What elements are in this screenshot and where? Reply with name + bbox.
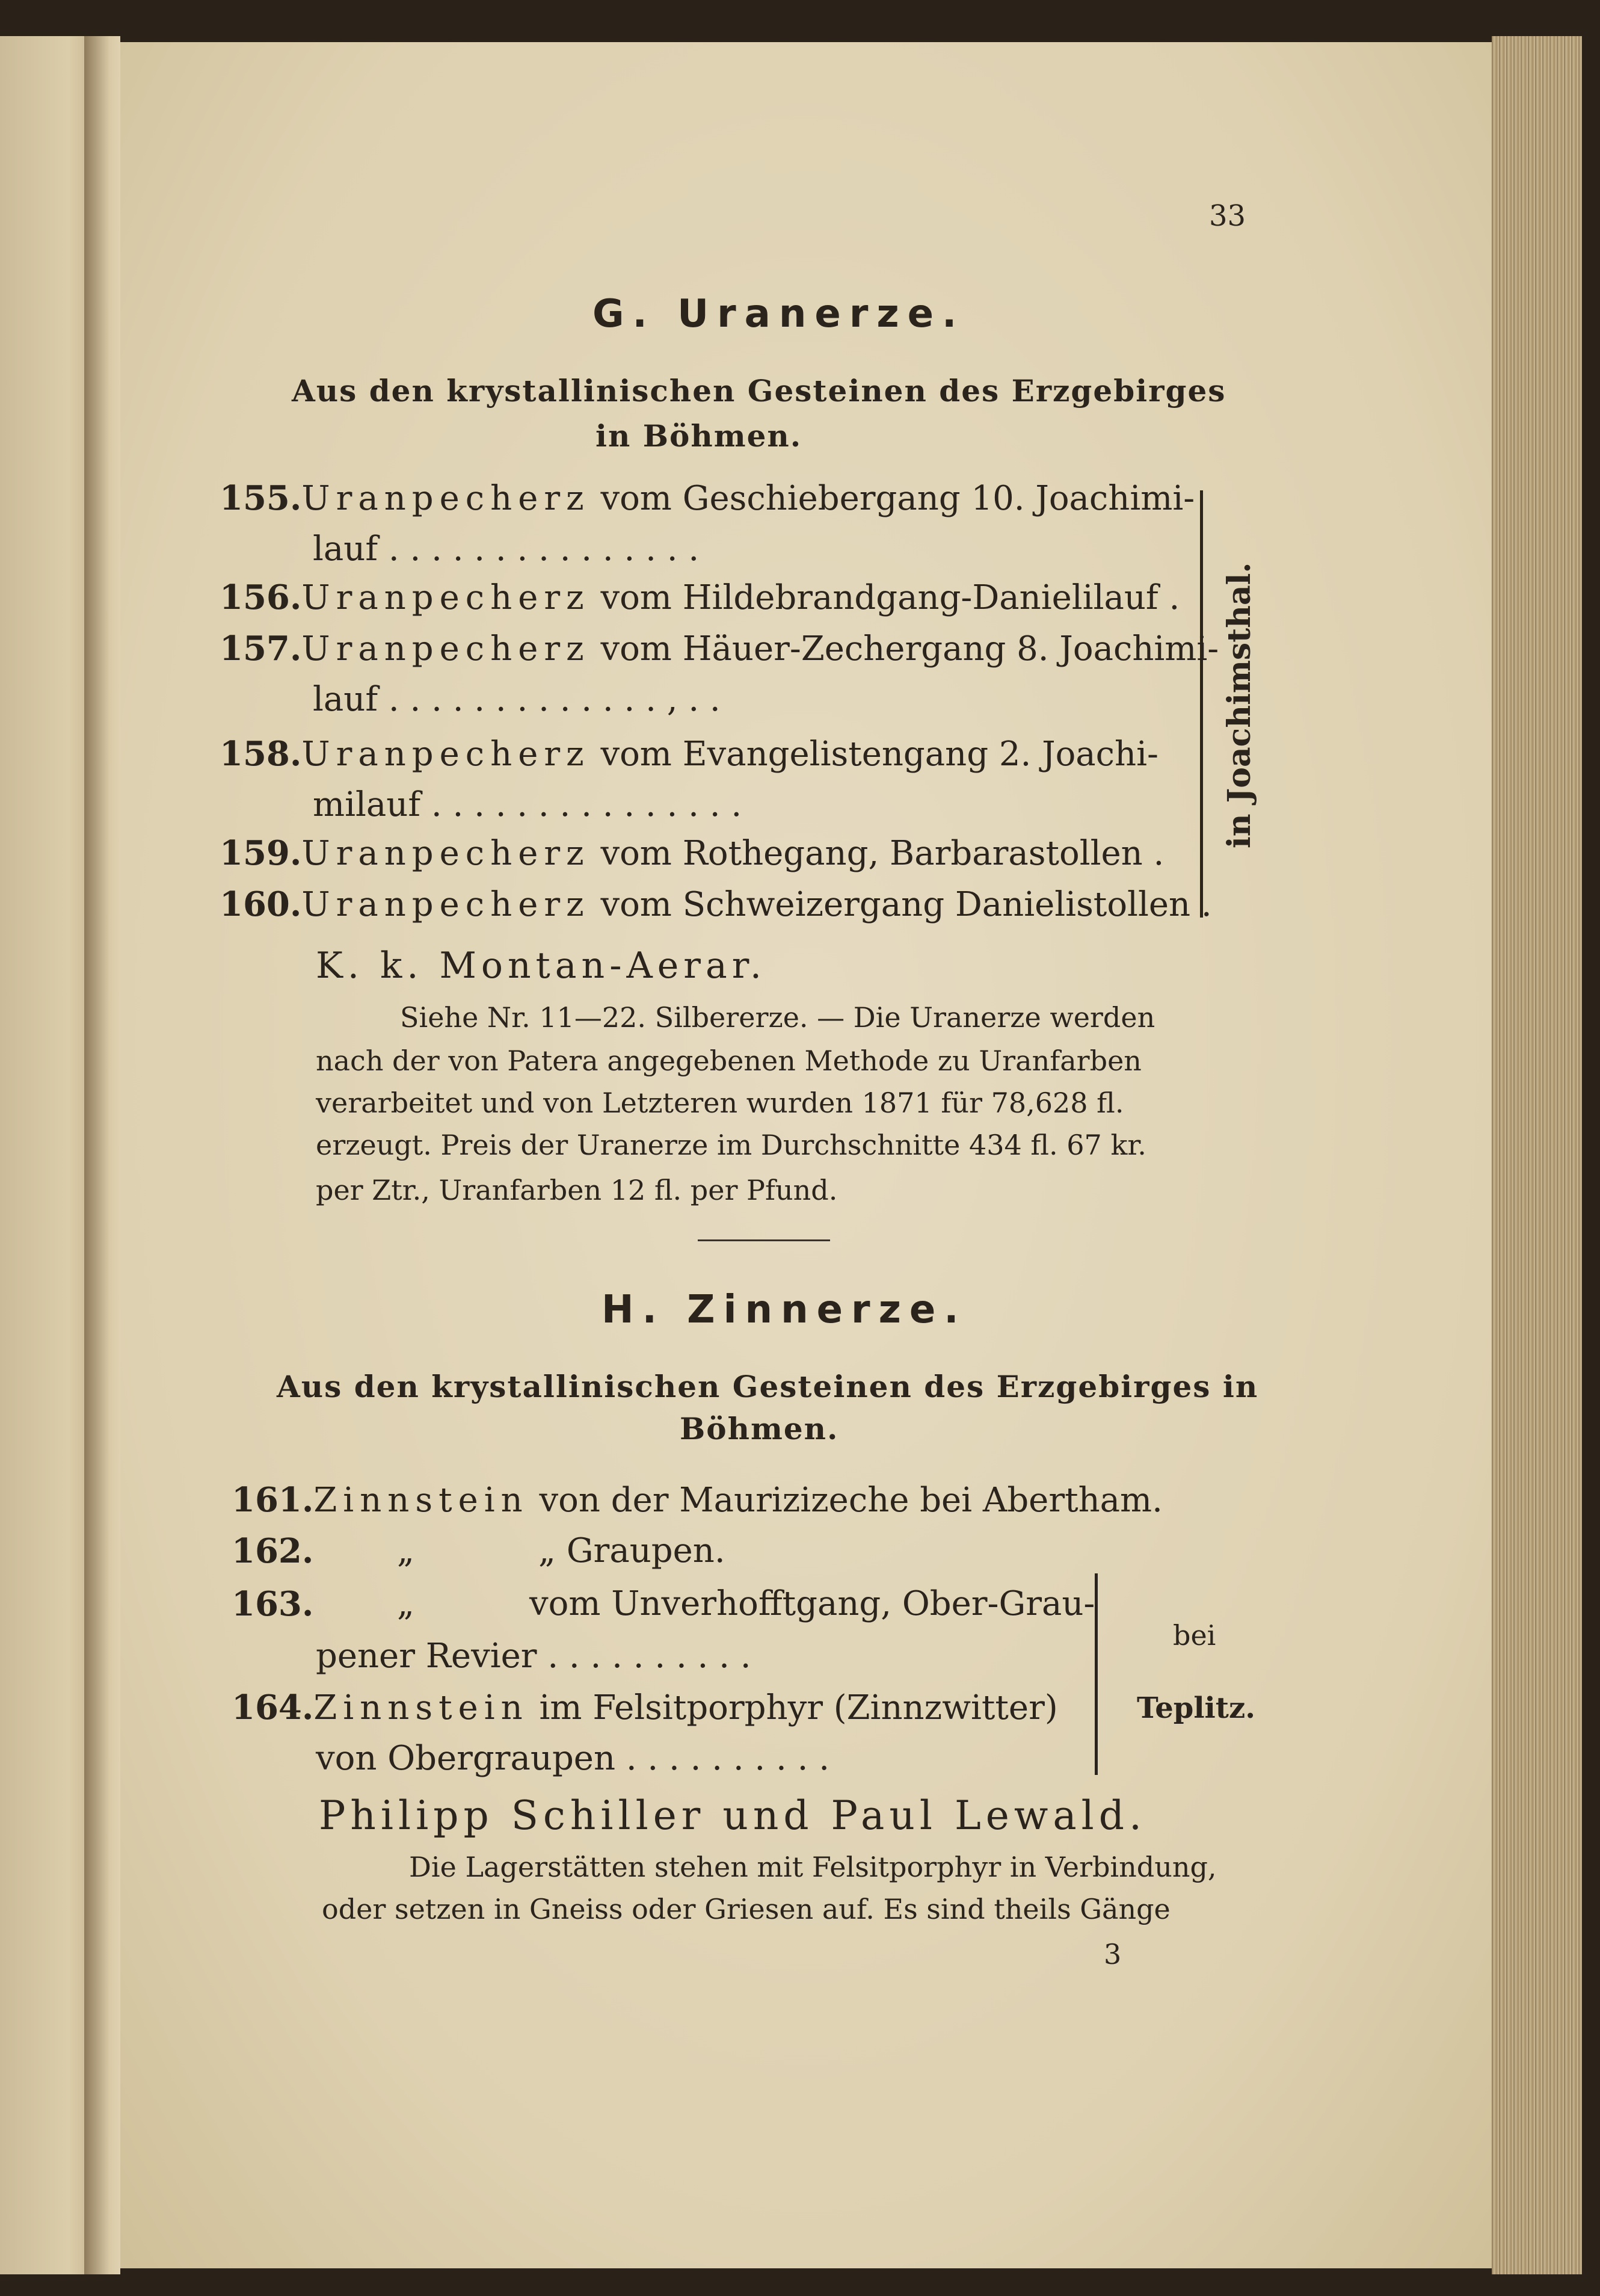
entry-number: 160.: [220, 884, 302, 924]
section-g-note-2: nach der von Patera angegebenen Methode zu Uranfarben: [316, 1045, 1142, 1077]
entry-number: 161.: [232, 1480, 314, 1520]
entry-name: Uranpecherz: [301, 578, 590, 617]
page-edges: [1492, 36, 1582, 2274]
entry-163-cont: pener Revier . . . . . . . . . .: [316, 1637, 751, 1676]
section-h-note-2: oder setzen in Gneiss oder Griesen auf. Es sind theils Gänge: [322, 1893, 1171, 1925]
entry-name: Zinnstein: [313, 1688, 529, 1727]
entry-name: Uranpecherz: [301, 735, 590, 774]
entry-162: [232, 1531, 314, 1571]
bracket-joachimsthal: [1194, 490, 1203, 918]
entry-number: 159.: [220, 833, 302, 873]
entry-name: Uranpecherz: [301, 834, 590, 873]
entry-155: [220, 478, 1195, 518]
gutter: [84, 36, 120, 2274]
bracket-teplitz: [1089, 1573, 1098, 1775]
entry-158-cont: milauf . . . . . . . . . . . . . . .: [313, 785, 742, 824]
entry-text: im Felsitporphyr (Zinnzwitter): [539, 1688, 1058, 1727]
bracket-label-joachimsthal: in Joachimsthal.: [1221, 562, 1258, 848]
entry-number: 163.: [232, 1584, 314, 1624]
entry-text: vom Häuer-Zechergang 8. Joachimi-: [600, 629, 1219, 668]
section-g-note-4: erzeugt. Preis der Uranerze im Durchschnitte 434 fl. 67 kr.: [316, 1129, 1146, 1161]
ditto-mark-162: „: [397, 1531, 415, 1570]
signature-mark: 3: [1104, 1938, 1122, 1970]
entry-161: [232, 1480, 1163, 1520]
bracket-label-bei: bei: [1173, 1619, 1216, 1652]
entry-163: [232, 1584, 314, 1624]
entry-158: [220, 734, 1158, 774]
entry-name: Uranpecherz: [301, 629, 590, 668]
entry-text: von der Maurizizeche bei Abertham.: [539, 1481, 1163, 1520]
section-g-subtitle-1: Aus den krystallinischen Gesteinen des Erzgebirges: [292, 373, 1226, 409]
entry-text: vom Hildebrandgang-Danielilauf .: [600, 578, 1180, 617]
entry-text: vom Rothegang, Barbarastollen .: [600, 834, 1165, 873]
entry-159: [220, 833, 1165, 873]
section-divider: [698, 1239, 830, 1241]
entry-155-cont: lauf . . . . . . . . . . . . . . .: [313, 529, 700, 569]
entry-162-text: „ Graupen.: [538, 1531, 725, 1570]
entry-160: [220, 884, 1212, 924]
section-g-note-3: verarbeitet und von Letzteren wurden 1871 für 78,628 fl.: [316, 1087, 1124, 1119]
entry-164-cont: von Obergraupen . . . . . . . . . .: [316, 1739, 830, 1778]
entry-number: 156.: [220, 578, 302, 617]
entry-name: Zinnstein: [313, 1481, 529, 1520]
entry-number: 162.: [232, 1531, 314, 1571]
entry-number: 157.: [220, 629, 302, 668]
entry-number: 158.: [220, 734, 302, 774]
entry-157: [220, 629, 1219, 668]
bracket-label-teplitz: Teplitz.: [1137, 1691, 1255, 1725]
ditto-mark-163: „: [397, 1584, 415, 1623]
entry-text: vom Evangelistengang 2. Joachi-: [600, 735, 1158, 774]
section-g-note-1: Siehe Nr. 11—22. Silbererze. — Die Uranerze werden: [400, 1001, 1155, 1034]
entry-number: 155.: [220, 478, 302, 518]
section-g-note-5: per Ztr., Uranfarben 12 fl. per Pfund.: [316, 1174, 838, 1206]
section-g-subtitle-2: in Böhmen.: [595, 418, 802, 454]
entry-number: 164.: [232, 1688, 314, 1727]
section-h-subtitle-2: Böhmen.: [680, 1411, 839, 1446]
entry-text: vom Geschiebergang 10. Joachimi-: [600, 479, 1195, 518]
entry-name: Uranpecherz: [301, 885, 590, 924]
entry-157-cont: lauf . . . . . . . . . . . . . , . .: [313, 680, 721, 719]
section-h-exhibitor: Philipp Schiller und Paul Lewald.: [319, 1792, 1147, 1839]
section-h-subtitle-1: Aus den krystallinischen Gesteinen des Erzgebirges in: [277, 1369, 1259, 1404]
entry-164: [232, 1688, 1058, 1727]
entry-name: Uranpecherz: [301, 479, 590, 518]
entry-163-text: vom Unverhofftgang, Ober-Grau-: [529, 1584, 1095, 1623]
section-g-exhibitor: K. k. Montan-Aerar.: [316, 945, 766, 987]
entry-text: vom Schweizergang Danielistollen .: [600, 885, 1212, 924]
entry-156: [220, 578, 1180, 617]
page-number: 33: [1209, 199, 1246, 233]
section-g-heading: G. Uranerze.: [592, 292, 965, 336]
section-h-note-1: Die Lagerstätten stehen mit Felsitporphyr in Verbindung,: [409, 1851, 1217, 1883]
section-h-heading: H. Zinnerze.: [602, 1288, 967, 1332]
